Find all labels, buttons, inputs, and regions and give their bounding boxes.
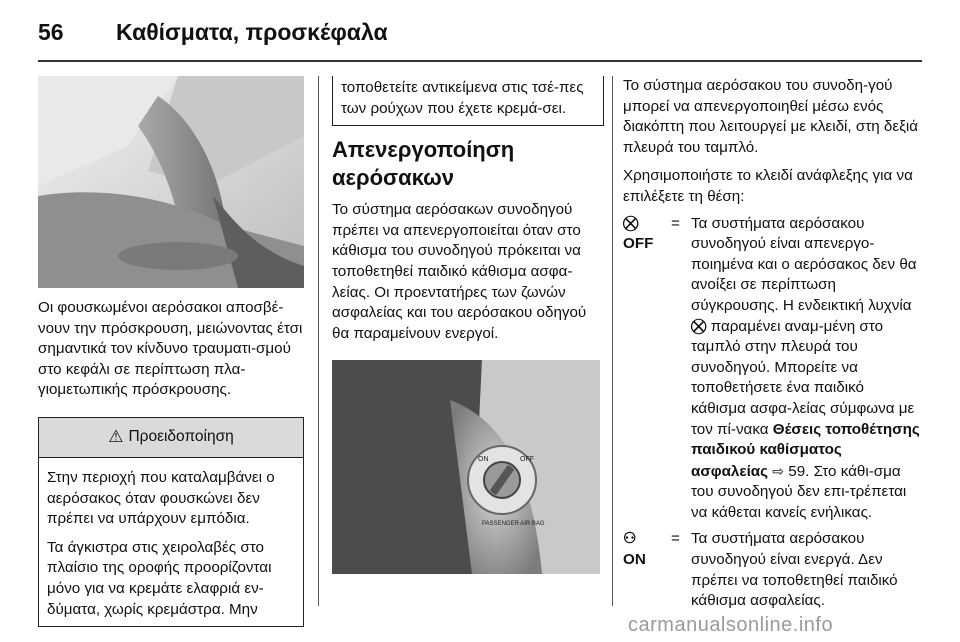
off-description [691,214,923,524]
page-header [38,14,922,58]
header-rule [38,60,922,62]
warning-triangle-icon: ⚠ [108,427,124,447]
off-position-row [623,214,923,524]
equals-sign: = [671,530,680,548]
warning-box-continued [332,76,604,126]
airbag-key-switch-photo [332,360,600,574]
off-desc-part-c: . Στο κάθι-σμα του συνοδηγού δεν επι-τρέπεται να κάθεται κανείς ενήλικας. [691,462,907,521]
section-title: Απενεργοποίηση αερόσακων [332,137,515,191]
switch-instruction: Χρησιμοποιήστε το κλειδί ανάφλεξης για να επιλέξετε τη θέση: [623,167,913,205]
off-term: OFF [623,235,654,253]
section-body: Το σύστημα αερόσακων συνοδηγού πρέπει να απενεργοποιείται όταν στο κάθισμα του συνοδηγού πρόκειται να τοποθετηθεί παιδικό κάθισμα ασφα-λείας. Οι προεντατήρες των ζωνών ασφαλείας και του αερόσακου οδηγού θα παραμείνουν ενεργοί. [332,201,587,342]
child-seat-positions-link[interactable]: Θέσεις τοποθέτησης παιδικού καθίσματος ασφαλείας [691,420,920,480]
page-number: 56 [38,19,64,45]
svg-text:OFF: OFF [520,456,534,464]
off-desc-part-b: παραμένει αναμ-μένη στο ταμπλό στην πλευρά του συνοδηγού. Μπορείτε να τοποθετήσετε ένα παιδικό κάθισμα ασφα-λείας σύμφωνα με τον πί-νακα [691,317,915,438]
warning-text-2: Τα άγκιστρα στις χειρολαβές στο πλαίσιο της οροφής προορίζονται μόνο για να κρεμάτε ελαφριά εν-δύματα, χωρίς κρεμάστρα. Μην [47,538,272,618]
column-right [623,76,923,612]
airbag-off-icon: ⛒ [691,317,707,335]
warning-title: Προειδοποίηση [128,428,234,446]
airbag-on-icon: ⚇ [623,530,637,548]
photo-label: PASSENGER AIR BAG [482,521,545,528]
column-divider [318,76,319,606]
watermark: carmanualsonline.info [628,614,834,636]
switch-intro: Το σύστημα αερόσακου του συνοδη-γού μπορεί να απενεργοποιηθεί μέσω ενός διακόπτη που λειτουργεί με κλειδί, στη δεξιά πλευρά του ταμπλό. [623,77,919,156]
warning-text-1: Στην περιοχή που καταλαμβάνει ο αερόσακος όταν φουσκώνει δεν πρέπει να υπάρχουν εμπόδια. [47,468,275,528]
curtain-airbag-photo [38,76,304,288]
warning-header [39,418,303,458]
on-position-row [623,529,923,611]
page-title: Καθίσματα, προσκέφαλα [116,19,388,45]
warning-text-continued: τοποθετείτε αντικείμενα στις τσέ-πες των ρούχων που έχετε κρεμά-σει. [341,79,584,117]
page-ref[interactable]: 59 [788,462,806,480]
warning-box [38,417,304,627]
svg-text:ON: ON [478,456,489,464]
on-term: ON [623,551,646,569]
equals-sign: = [671,214,680,232]
on-description: Τα συστήματα αερόσακου συνοδηγού είναι ενεργά. Δεν πρέπει να τοποθετηθεί παιδικό κάθισμα ασφαλείας. [691,530,898,610]
airbag-off-icon: ⛒ [623,214,639,232]
column-divider [612,76,613,606]
off-desc-part-a: Τα συστήματα αερόσακου συνοδηγού είναι απενεργο-ποιημένα και ο αερόσακος δεν θα ανοίξει σε περίπτωση σύγκρουσης. Η ενδεικτική λυχνία [691,214,917,314]
page-ref-arrow-icon: ⇨ [772,462,785,479]
column-middle [332,76,604,574]
curtain-airbag-caption: Οι φουσκωμένοι αερόσακοι αποσβέ-νουν την πρόσκρουση, μειώνοντας έτσι σημαντικά τον κίνδυνο τραυματι-σμού στο κεφάλι σε περίπτωση πλα-γιομετωπικής πρόσκρουσης. [38,299,303,399]
column-left [38,76,304,627]
